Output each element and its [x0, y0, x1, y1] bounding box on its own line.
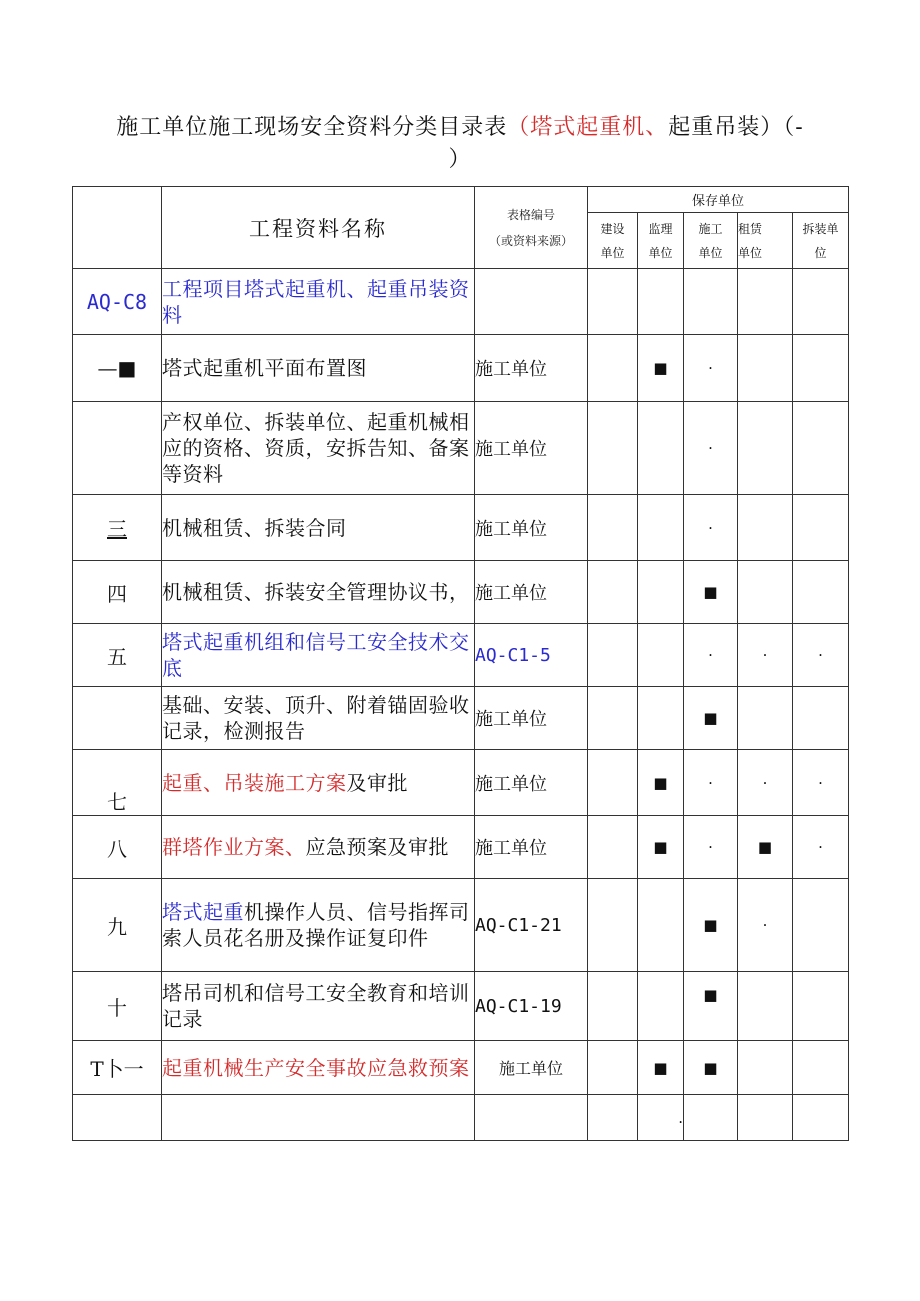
row-source: AQ-C1-5: [475, 624, 588, 687]
header-keep-units: 保存单位: [588, 187, 849, 213]
table-row: [73, 561, 849, 624]
row-name: [162, 750, 475, 816]
header-unit-line: 单位: [698, 245, 723, 260]
mark-chaizhuang: [793, 687, 849, 750]
row-name: 塔式起重机平面布置图: [162, 335, 475, 402]
mark-chaizhuang: [793, 972, 849, 1041]
row-number: [73, 495, 162, 561]
row-name-black: 机操作人员、信号指挥司索人员花名册及操作证复印件: [162, 900, 470, 950]
table-row: [73, 402, 849, 495]
row-source: 施工单位: [475, 402, 588, 495]
title-line2: ）: [448, 147, 472, 172]
header-unit-jianshe: [588, 213, 638, 269]
mark-shigong: ■: [684, 687, 738, 750]
header-code-line1: 表格编号: [506, 207, 555, 222]
row-name-red: 起重、吊装施工方案: [162, 770, 347, 795]
table-row: [73, 816, 849, 879]
mark-jianli: ■: [638, 816, 684, 879]
table-row: [73, 269, 849, 335]
header-unit-zulin: [738, 213, 793, 269]
row-number: 七: [73, 750, 162, 816]
mark-zulin: [738, 687, 793, 750]
mark-jianli: ■: [638, 750, 684, 816]
mark-jianshe: [588, 1041, 638, 1095]
mark-zulin: [738, 972, 793, 1041]
row-name: [162, 816, 475, 879]
mark-zulin: [738, 561, 793, 624]
table-row: [73, 1095, 849, 1141]
row-name: 起重机械生产安全事故应急救预案: [162, 1041, 475, 1095]
table-row: [73, 624, 849, 687]
header-unit-chaizhuang: [793, 213, 849, 269]
row-name: 塔吊司机和信号工安全教育和培训记录: [162, 972, 475, 1041]
mark-shigong: ■: [684, 1041, 738, 1095]
header-code-line2: （或资料来源）: [488, 233, 573, 248]
mark-shigong: ·: [684, 495, 738, 561]
row-source: 施工单位: [475, 495, 588, 561]
mark-jianli: [638, 495, 684, 561]
row-name: [162, 879, 475, 972]
row-number: —■: [73, 335, 162, 402]
row-name-red: 群塔作业方案、: [162, 835, 306, 859]
mark-shigong: ■: [684, 561, 738, 624]
header-code: [475, 187, 588, 269]
table-row: [73, 495, 849, 561]
mark-chaizhuang: [793, 879, 849, 972]
header-unit-line: 施工: [698, 221, 723, 236]
header-unit-line: 位: [814, 245, 827, 260]
mark-jianli: .: [638, 1095, 684, 1141]
row-name: 塔式起重机组和信号工安全技术交底: [162, 624, 475, 687]
header-unit-line: 建设: [600, 221, 625, 236]
mark-jianli: ■: [638, 335, 684, 402]
title-red-part: （塔式起重机、: [507, 115, 669, 140]
row-number: 四: [73, 561, 162, 624]
mark-jianshe: [588, 816, 638, 879]
row-source: 施工单位: [475, 750, 588, 816]
row-name: [162, 1095, 475, 1141]
mark-zulin: [738, 1041, 793, 1095]
row-name-black: 及审批: [346, 770, 408, 795]
mark-zulin: ·: [738, 624, 793, 687]
table-row: [73, 972, 849, 1041]
row-number: 九: [73, 879, 162, 972]
mark-chaizhuang: [793, 1041, 849, 1095]
table-row: [73, 750, 849, 816]
mark-zulin: [738, 495, 793, 561]
header-unit-line: 单位: [600, 245, 625, 260]
row-number: 五: [73, 624, 162, 687]
mark-jianli: [638, 687, 684, 750]
row-number-text: 三: [107, 517, 127, 541]
mark-chaizhuang: ·: [793, 750, 849, 816]
row-source: [475, 1095, 588, 1141]
mark-zulin: ·: [738, 750, 793, 816]
header-num-cell: [73, 187, 162, 269]
mark-jianli: [638, 269, 684, 335]
row-name: 机械租赁、拆装合同: [162, 495, 475, 561]
mark-chaizhuang: ·: [793, 624, 849, 687]
row-name-black: 应急预案及审批: [305, 835, 449, 859]
row-name-blue: 塔式起重: [162, 900, 244, 924]
row-name: 机械租赁、拆装安全管理协议书，: [162, 561, 475, 624]
mark-jianli: [638, 561, 684, 624]
mark-shigong: ·: [684, 335, 738, 402]
mark-chaizhuang: [793, 269, 849, 335]
header-unit-line: 拆装单: [802, 221, 839, 236]
row-source: 施工单位: [475, 1041, 588, 1095]
row-source: [475, 269, 588, 335]
row-source: 施工单位: [475, 816, 588, 879]
row-source: AQ-C1-19: [475, 972, 588, 1041]
mark-zulin: [738, 1095, 793, 1141]
header-unit-line: 单位: [738, 245, 763, 260]
table-row: [73, 335, 849, 402]
mark-shigong: ·: [684, 816, 738, 879]
title-main: 施工单位施工现场安全资料分类目录表: [116, 115, 508, 140]
header-name: 工程资料名称: [162, 187, 475, 269]
mark-zulin: [738, 335, 793, 402]
mark-shigong: [684, 269, 738, 335]
header-unit-jianli: [638, 213, 684, 269]
mark-jianshe: [588, 495, 638, 561]
row-name: 基础、安装、顶升、附着锚固验收记录，检测报告: [162, 687, 475, 750]
row-number: T卜一: [73, 1041, 162, 1095]
title-rest: 起重吊装）（-: [668, 115, 804, 140]
mark-jianli: [638, 879, 684, 972]
mark-chaizhuang: ·: [793, 816, 849, 879]
mark-jianli: ■: [638, 1041, 684, 1095]
mark-chaizhuang: [793, 561, 849, 624]
row-number: AQ-C8: [73, 269, 162, 335]
row-source: 施工单位: [475, 335, 588, 402]
mark-jianli: [638, 972, 684, 1041]
header-unit-line: 监理: [648, 221, 673, 236]
row-number: 十: [73, 972, 162, 1041]
mark-zulin: [738, 402, 793, 495]
header-unit-line: 单位: [648, 245, 673, 260]
mark-jianshe: [588, 561, 638, 624]
row-number: [73, 687, 162, 750]
mark-jianshe: [588, 972, 638, 1041]
mark-jianshe: [588, 269, 638, 335]
header-unit-shigong: [684, 213, 738, 269]
mark-zulin: ■: [738, 816, 793, 879]
mark-jianshe: [588, 335, 638, 402]
mark-chaizhuang: [793, 1095, 849, 1141]
mark-jianshe: [588, 402, 638, 495]
row-name: 工程项目塔式起重机、起重吊装资料: [162, 269, 475, 335]
mark-jianshe: [588, 687, 638, 750]
row-number: 八: [73, 816, 162, 879]
header-unit-line: 租赁: [738, 221, 763, 236]
mark-chaizhuang: [793, 402, 849, 495]
mark-chaizhuang: [793, 335, 849, 402]
mark-shigong: ·: [684, 624, 738, 687]
mark-jianshe: [588, 879, 638, 972]
mark-zulin: [738, 269, 793, 335]
table-row: [73, 879, 849, 972]
catalog-table: [72, 186, 849, 1141]
mark-jianshe: [588, 750, 638, 816]
mark-shigong: [684, 1095, 738, 1141]
row-number: [73, 1095, 162, 1141]
row-source: 施工单位: [475, 561, 588, 624]
mark-shigong: ·: [684, 750, 738, 816]
row-source: 施工单位: [475, 687, 588, 750]
row-source: AQ-C1-21: [475, 879, 588, 972]
mark-jianli: [638, 624, 684, 687]
table-row: [73, 687, 849, 750]
table-row: [73, 1041, 849, 1095]
row-name: 产权单位、拆装单位、起重机械相应的资格、资质，安拆告知、备案等资料: [162, 402, 475, 495]
row-number: [73, 402, 162, 495]
mark-jianshe: [588, 1095, 638, 1141]
mark-shigong: ■: [684, 972, 738, 1041]
document-title: [60, 112, 860, 176]
mark-shigong: ■: [684, 879, 738, 972]
mark-jianshe: [588, 624, 638, 687]
mark-chaizhuang: [793, 495, 849, 561]
mark-jianli: [638, 402, 684, 495]
mark-shigong: ·: [684, 402, 738, 495]
mark-zulin: ·: [738, 879, 793, 972]
